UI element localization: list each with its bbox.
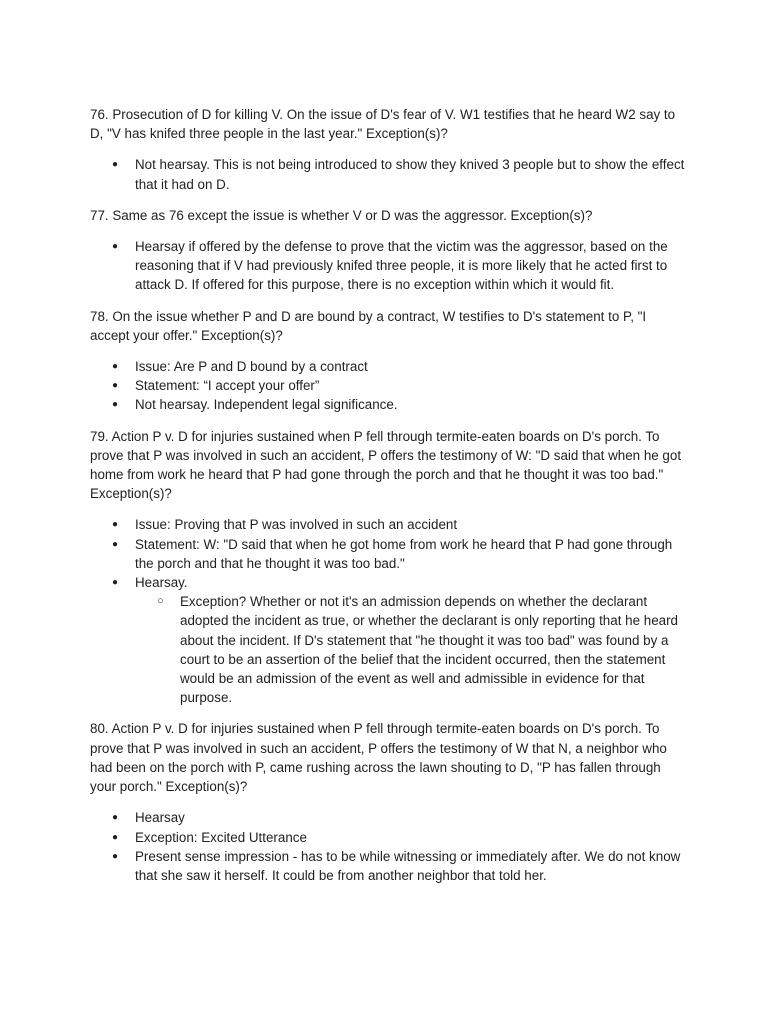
answer-item: ● Not hearsay. This is not being introduced to show they knived 3 people but to show the effect that it had on D. [90, 155, 688, 193]
answer-item: ● Hearsay if offered by the defense to prove that the victim was the aggressor, based on the reasoning that if V had previously knifed three people, it is more likely that he acted first to attack D. If offered for this purpose, there is no exception within which it would fit. [90, 237, 688, 295]
question-80: 80. Action P v. D for injuries sustained when P fell through termite-eaten boards on D's porch. To prove that P was involved in such an accident, P offers the testimony of W that N, a neighbor who had been on the porch with P, came rushing across the lawn shouting to D, "P has fallen through your porch." Exception(s)? [90, 721, 667, 795]
question-77: 77. Same as 76 except the issue is whether V or D was the aggressor. Exception(s)? [90, 207, 593, 223]
answer-item: ● Issue: Proving that P was involved in such an accident [90, 515, 688, 534]
question-76: 76. Prosecution of D for killing V. On the issue of D's fear of V. W1 testifies that he heard W2 say to D, "V has knifed three people in the last year." Exception(s)? [90, 107, 676, 142]
answer-item: ● Hearsay [90, 808, 688, 827]
answer-list-77 [90, 237, 688, 295]
question-79: 79. Action P v. D for injuries sustained when P fell through termite-eaten boards on D's porch. To prove that P was involved in such an accident, P offers the testimony of W: "D said that when he got home from work he heard that P had gone through the porch and that he thought it was too bad." Exception(s)? [90, 428, 682, 502]
answer-item: ● Present sense impression - has to be while witnessing or immediately after. We do not know that she saw it herself. It could be from another neighbor that told her. [90, 847, 688, 885]
answer-item-with-sublist [90, 573, 688, 707]
answer-item: ● Statement: W: "D said that when he got home from work he heard that P had gone through the porch and that he thought it was too bad." [90, 535, 688, 573]
answer-item: ● Not hearsay. Independent legal significance. [90, 395, 688, 414]
answer-list-76 [90, 155, 688, 193]
sub-answer-list-79 [135, 592, 688, 707]
answer-list-78 [90, 357, 688, 415]
answer-item-text: Hearsay. [135, 575, 188, 591]
question-78: 78. On the issue whether P and D are bound by a contract, W testifies to D's statement to P, "I accept your offer." Exception(s)? [90, 308, 647, 343]
answer-item: ● Issue: Are P and D bound by a contract [90, 357, 688, 376]
sub-answer-item: ○ Exception? Whether or not it's an admission depends on whether the declarant adopted the incident as true, or whether the declarant is only reporting that he heard about the incident. If D's statement that "he thought it was too bad" was found by a court to be an assertion of the belief that the incident occurred, then the statement would be an admission of the event as well and admissible in evidence for that purpose. [135, 592, 688, 707]
answer-item: ● Statement: “I accept your offer” [90, 376, 688, 395]
answer-list-80 [90, 808, 688, 885]
answer-list-79 [90, 515, 688, 707]
answer-item: ● Exception: Excited Utterance [90, 828, 688, 847]
